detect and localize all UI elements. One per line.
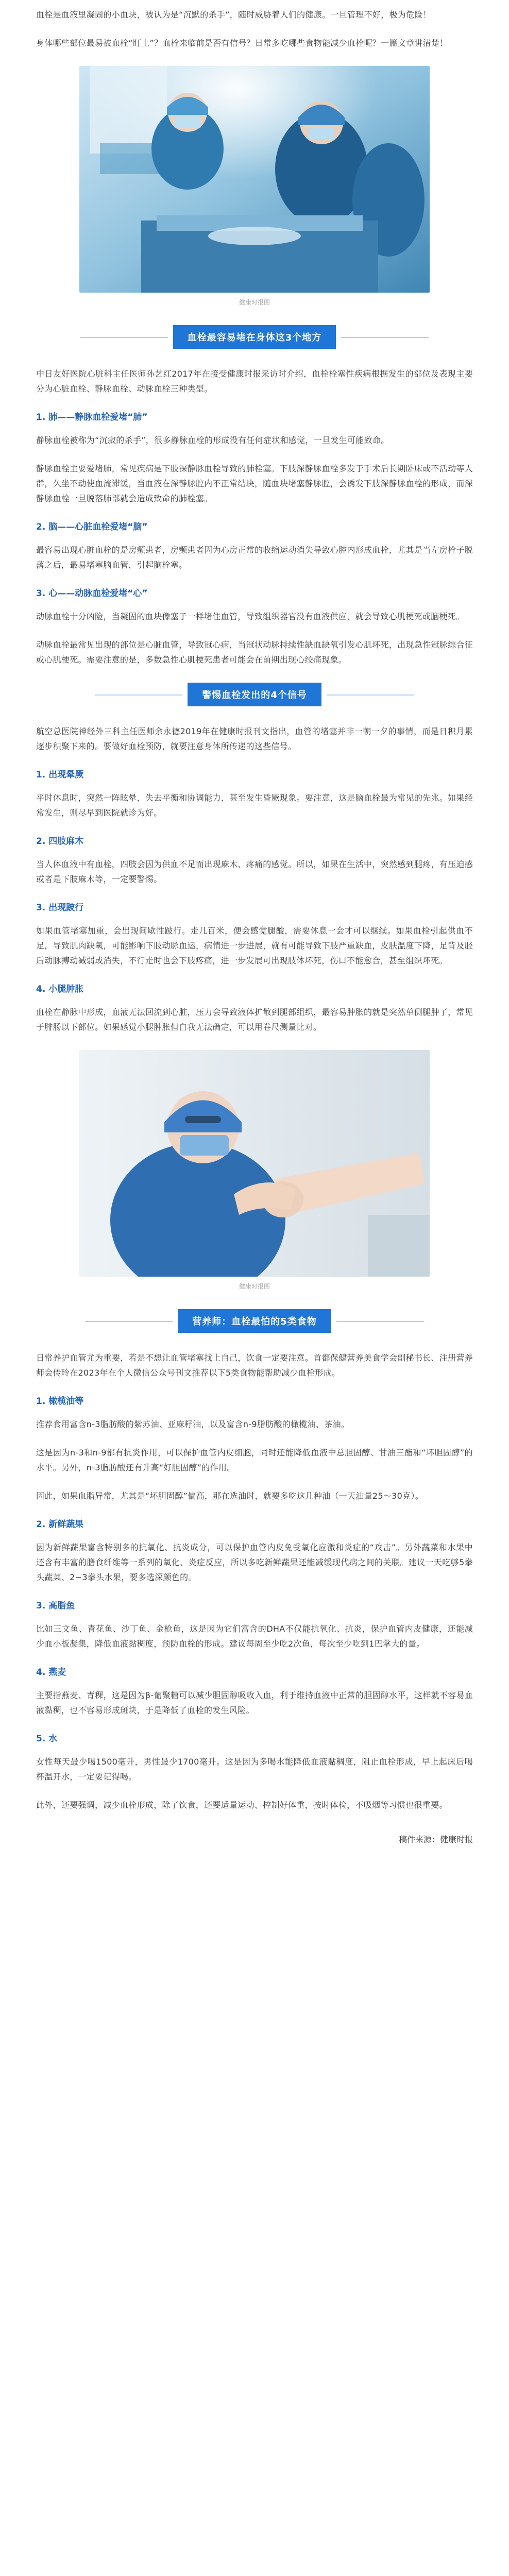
section-2-lead: 航空总医院神经外三科主任医师余永德2019年在健康时报刊文指出，血管的堵塞并非一朝一夕的事情，而是日积月累逐步积聚下来的。要做好血栓预防，就要注意身体所传递的这些信号。 — [36, 726, 473, 751]
section-3-item-1-para-1: 推荐食用富含n-3脂肪酸的紫苏油、亚麻籽油，以及富含n-9脂肪酸的橄榄油、茶油。 — [36, 1419, 350, 1429]
intro-paragraph-2: 身体哪些部位最易被血栓“盯上”？血栓来临前是否有信号？日常多吃哪些食物能减少血栓呢？一篇文章讲清楚！ — [36, 38, 448, 48]
section-1-banner: 血栓最容易堵在身体这3个地方 — [173, 325, 336, 349]
section-3-item-5-para-2: 此外，还要强调，减少血栓形成，除了饮食，还要适量运动、控制好体重，按时体检，不吸烟等习惯也很重要。 — [36, 1800, 448, 1810]
section-2-item-3-heading: 3. 出现跛行 — [36, 903, 84, 913]
photo-2-caption: 健康时报图 — [239, 1283, 270, 1290]
section-3-item-2-para-1: 因为新鲜蔬果富含特别多的抗氧化、抗炎成分，可以保护血管内皮免受氧化应激和炎症的“攻击”。另外蔬菜和水果中还含有丰富的膳食纤维等一系列的氧化、炎症反应，所以多吃新鲜蔬果还能减缓现代病之间的关联。建议一天吃够5拳头蔬菜、2~3拳头水果，要多选深颜色的。 — [36, 1543, 473, 1582]
section-2-banner-wrap — [36, 683, 473, 706]
section-3-item-3-para-1: 比如三文鱼、青花鱼、沙丁鱼、金枪鱼，这是因为它们富含的DHA不仅能抗氧化、抗炎，保护血管内皮健康，还能减少血小板凝集，降低血液黏稠度，预防血栓的形成。建议每周至少吃2次鱼，每次至少吃到1巴掌大的量。 — [36, 1624, 473, 1649]
section-2-item-2-heading: 2. 四肢麻木 — [36, 836, 84, 846]
section-2-item-4-para-1: 血栓在静脉中形成，血液无法回流到心脏，压力会导致液体扩散到腿部组织，最容易肿胀的就是突然单侧腿肿了，常见于腓肠以下部位。如果感觉小腿肿胀但自我无法确定，可以用卷尺测量比对。 — [36, 1007, 473, 1032]
photo-1-caption: 健康时报图 — [239, 299, 270, 306]
section-3-item-3-heading: 3. 高脂鱼 — [36, 1601, 75, 1611]
section-2-item-3-para-1: 如果血管堵塞加重，会出现间歇性跛行。走几百米，便会感觉腿酸，需要休息一会才可以继续。如果血栓引起供血不足，导致肌肉缺氧，可能影响下肢动脉血运，病情进一步进展，就有可能导致下肢严重缺血，皮肤温度下降，足背及胫后动脉搏动减弱或消失，不行走时也会下肢疼痛，进一步发展可出现肢体坏死，伤口不能愈合，甚至组织坏死。 — [36, 926, 473, 965]
section-1-item-3-heading: 3. 心——动脉血栓爱堵“心” — [36, 588, 148, 599]
section-1-item-3-para-2: 动脉血栓最常见出现的部位是心脏血管，导致冠心病，当冠状动脉持续性缺血缺氧引发心肌坏死，出现急性冠脉综合征或心肌梗死。需要注意的是，多数急性心肌梗死患者可能会在前期出现心绞痛现象。 — [36, 640, 473, 665]
section-1-item-2-heading: 2. 脑——心脏血栓爱堵“脑” — [36, 522, 148, 532]
doctor-examining-leg-photo — [79, 1050, 430, 1277]
section-3-banner-wrap — [36, 1309, 473, 1333]
surgery-photo — [79, 66, 430, 293]
section-3-item-1-para-2: 这是因为n-3和n-9都有抗炎作用，可以保护血管内皮细胞，同时还能降低血液中总胆固醇、甘油三酯和“坏胆固醇”的水平。另外，n-3脂肪酸还有升高“好胆固醇”的作用。 — [36, 1448, 473, 1472]
section-3-item-1-para-3: 因此，如果血脂异常，尤其是“坏胆固醇”偏高，那在选油时，就要多吃这几种油（一天油量25～30克）。 — [36, 1491, 423, 1501]
section-2-item-1-heading: 1. 出现晕厥 — [36, 770, 84, 780]
section-3-item-4-heading: 4. 燕麦 — [36, 1667, 66, 1677]
section-1-item-1-para-1: 静脉血栓被称为“沉寂的杀手”，很多静脉血栓的形成没有任何症状和感觉，一旦发生可能致命。 — [36, 435, 389, 445]
section-3-item-2-heading: 2. 新鲜蔬果 — [36, 1519, 84, 1530]
section-2-item-4-heading: 4. 小腿肿胀 — [36, 984, 84, 994]
section-3-banner: 营养师：血栓最怕的5类食物 — [178, 1309, 331, 1333]
section-1-item-1-heading: 1. 肺——静脉血栓爱堵“肺” — [36, 412, 148, 422]
section-1-lead: 中日友好医院心脏科主任医师孙艺红2017年在接受健康时报采访时介绍，血栓栓塞性疾病根据发生的部位及表现主要分为心脏血栓、静脉血栓、动脉血栓三种类型。 — [36, 369, 473, 394]
section-1-item-3-para-1: 动脉血栓十分凶险，当凝固的血块像塞子一样堵住血管，导致组织器官没有血液供应，就会导致心肌梗死或脑梗死。 — [36, 612, 465, 621]
section-1-item-1-para-2: 静脉血栓主要爱堵肺，常见疾病是下肢深静脉血栓导致的肺栓塞。下肢深静脉血栓多发于手术后长期卧床或不活动等人群，久坐不动使血流滞缓，当血液在深静脉腔内不正常结块，随血块堵塞静脉腔，会诱发下肢深静脉血栓的形成，而深静脉血栓一旦脱落肺部就会造成致命的肺栓塞。 — [36, 464, 473, 503]
section-1-banner-wrap — [36, 325, 473, 349]
section-3-item-4-para-1: 主要指燕麦、青稞，这是因为β-葡聚糖可以减少胆固醇吸收入血，利于维持血液中正常的胆固醇水平，这样就不容易血液黏稠，也不容易形成斑块，于是降低了血栓的发生风险。 — [36, 1690, 473, 1715]
section-3-item-5-heading: 5. 水 — [36, 1734, 58, 1744]
photo-1-wrap — [36, 66, 473, 293]
section-3-item-1-heading: 1. 橄榄油等 — [36, 1396, 84, 1406]
section-2-banner: 警惕血栓发出的4个信号 — [188, 683, 321, 706]
source-footer: 稿件来源：健康时报 — [398, 1835, 473, 1844]
section-2-item-1-para-1: 平时休息时，突然一阵眩晕，失去平衡和协调能力，甚至发生昏厥现象。要注意，这是脑血栓最为常见的先兆。如果经常发生，则尽早到医院就诊为好。 — [36, 793, 473, 818]
section-3-lead: 日常养护血管尤为重要，若是不想让血管堵塞找上自己，饮食一定要注意。首都保健营养美食学会副秘书长、注册营养师会传玲在2023年在个人微信公众号刊文推荐以下5类食物能帮助减少血栓形成。 — [36, 1353, 473, 1378]
section-3-item-5-para-1: 女性每天最少喝1500毫升，男性最少1700毫升。这是因为多喝水能降低血液黏稠度，阻止血栓形成，早上起床后喝杯温开水，一定要记得喝。 — [36, 1757, 473, 1782]
intro-paragraph-1: 血栓是血液里凝固的小血块，被认为是“沉默的杀手”，随时威胁着人们的健康。一旦管理不好，极为危险！ — [36, 10, 431, 20]
section-2-item-2-para-1: 当人体血液中有血栓，四肢会因为供血不足而出现麻木、疼痛的感觉。所以，如果在生活中，突然感到腿疼，有压迫感或者是下肢麻木等，一定要警惕。 — [36, 859, 473, 884]
photo-2-wrap — [36, 1050, 473, 1277]
section-1-item-2-para-1: 最容易出现心脏血栓的是房颤患者，房颤患者因为心房正常的收缩运动消失导致心腔内形成血栓，尤其是当左房栓子脱落之后，最易堵塞脑血管，引起脑栓塞。 — [36, 545, 473, 570]
